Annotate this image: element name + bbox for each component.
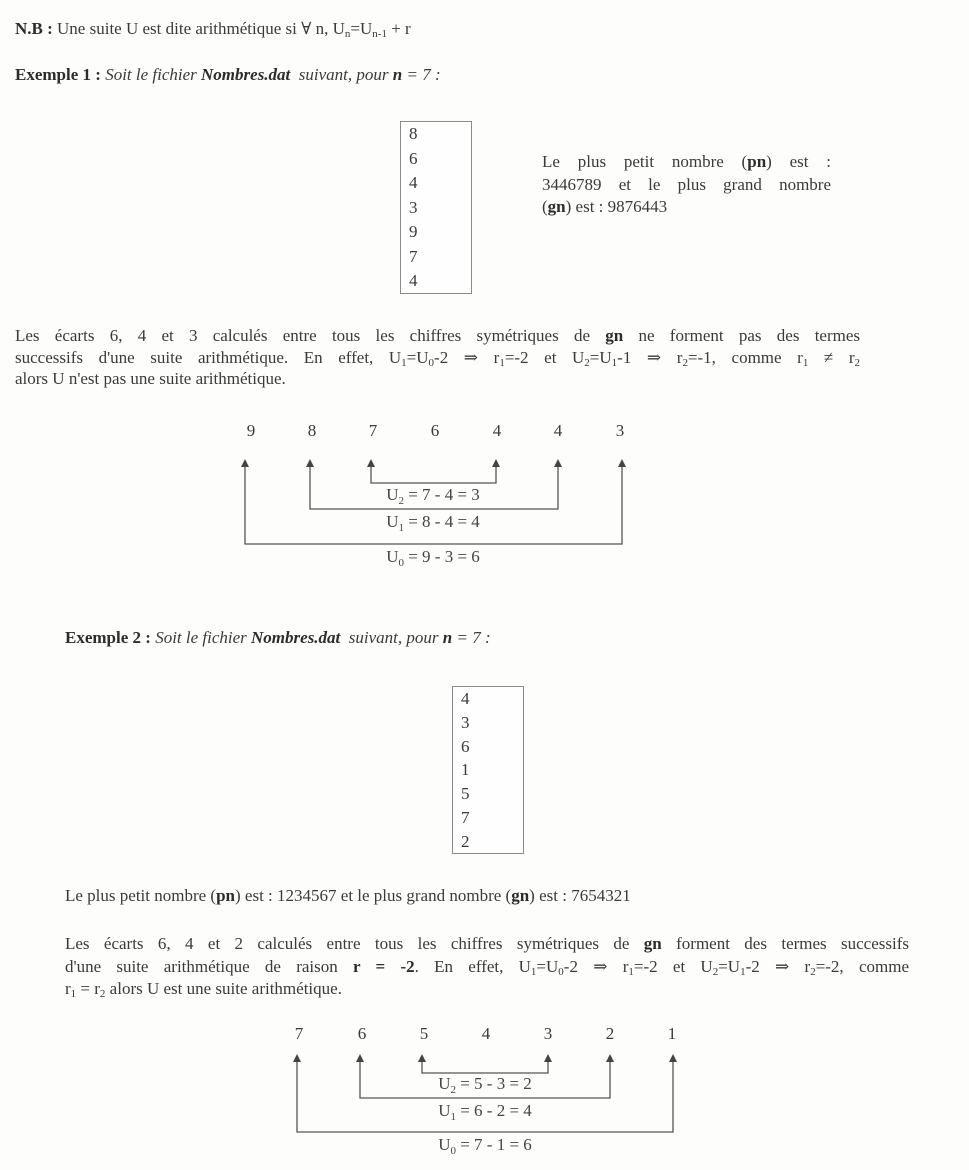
arrow-up-icon <box>241 459 249 467</box>
arrow-up-icon <box>306 459 314 467</box>
gn-digit: 7 <box>294 1024 304 1043</box>
example2-summary: Le plus petit nombre (pn) est : 1234567 et le plus grand nombre (gn) est : 7654321 <box>65 886 631 905</box>
arrow-up-icon <box>492 459 500 467</box>
file-value: 9 <box>409 222 418 241</box>
file-value: 4 <box>409 173 418 192</box>
gn-digit: 3 <box>615 421 625 440</box>
arrow-up-icon <box>554 459 562 467</box>
gn-digit: 1 <box>667 1024 677 1043</box>
bracket-u0 <box>245 466 622 544</box>
gn-digit: 7 <box>368 421 378 440</box>
gn-digit: 6 <box>430 421 440 440</box>
arrow-up-icon <box>669 1054 677 1062</box>
example1-heading: Exemple 1 : Soit le fichier Nombres.dat suivant, pour n = 7 : <box>15 65 441 84</box>
u1-label: $U_1 = 6 - 2 = 4$ <box>438 1101 532 1123</box>
file-value: 6 <box>409 148 418 168</box>
example1-summary: Le plus petit nombre (pn) est : 3446789 et le plus grand nombre (gn) est : 9876443 <box>542 152 831 216</box>
file-value: 4 <box>461 689 470 708</box>
gn-digit: 6 <box>357 1024 367 1043</box>
arrow-up-icon <box>356 1054 364 1062</box>
example2-explanation: Les écarts 6, 4 et 2 calculés entre tous les chiffres symétriques de gn forment des termes successifs d'une suite arithmétique de raison r = -2. En effet, $U_1=U_0-2$ ⇒ $r_1=-2$ et $U_2=U_1-2$ ⇒ $r_2=-2$, comme $r_1 = r_2$ alors U est une suite arithmétique. <box>65 934 910 1000</box>
arrow-up-icon <box>367 459 375 467</box>
file-contents-box-2 <box>452 686 524 854</box>
file-value: 7 <box>461 807 470 827</box>
file-value: 3 <box>409 197 418 217</box>
file-value: 6 <box>461 736 470 756</box>
gn-digit: 3 <box>543 1024 553 1043</box>
arrow-up-icon <box>418 1054 426 1062</box>
arrow-up-icon <box>544 1054 552 1062</box>
arrow-up-icon <box>618 459 626 467</box>
gn-digit: 9 <box>246 421 256 440</box>
file-value: 5 <box>461 784 470 804</box>
u0-label: $U_0 = 9 - 3 = 6$ <box>386 547 480 569</box>
file-value: 2 <box>461 831 470 851</box>
file-value: 7 <box>409 246 418 266</box>
arrow-up-icon <box>606 1054 614 1062</box>
bracket-u0 <box>297 1061 673 1132</box>
gn-digit: 8 <box>307 421 317 440</box>
gn-digit: 4 <box>481 1024 491 1043</box>
u1-label: $U_1 = 8 - 4 = 4$ <box>386 512 480 534</box>
u2-label: $U_2 = 5 - 3 = 2$ <box>438 1074 532 1096</box>
u0-label: $U_0 = 7 - 1 = 6$ <box>438 1135 532 1157</box>
file-value: 8 <box>409 124 418 143</box>
file-value: 3 <box>461 712 470 732</box>
u2-label: $U_2 = 7 - 4 = 3$ <box>386 485 480 507</box>
gn-digit: 4 <box>553 421 563 440</box>
file-value: 1 <box>461 760 470 780</box>
example2-heading: Exemple 2 : Soit le fichier Nombres.dat suivant, pour n = 7 : <box>65 628 491 647</box>
gn-digit: 2 <box>605 1024 615 1043</box>
example1-explanation: Les écarts 6, 4 et 3 calculés entre tous les chiffres symétriques de gn ne forment pas des termes successifs d'une suite arithmétique. En effet, $U_1=U_0-2$ ⇒ $r_1=-2$ et $U_2=U_1-1$ ⇒ $r_2=-1$, comme $r_1 \ne r_2$ alors U n'est pas une suite arithmétique. <box>15 326 861 388</box>
gn-digit: 4 <box>492 421 502 440</box>
file-name: Nombres.dat <box>251 628 341 647</box>
file-name: Nombres.dat <box>201 65 291 84</box>
bracket-u2 <box>371 466 496 483</box>
file-value: 4 <box>409 271 418 290</box>
arrow-up-icon <box>293 1054 301 1062</box>
nb-definition: N.B : Une suite U est dite arithmétique si ∀ n, $U_n=U_{n-1} + r$ <box>15 19 411 40</box>
bracket-u2 <box>422 1061 548 1073</box>
nb-label: N.B : <box>15 19 53 38</box>
gn-digit: 5 <box>419 1024 429 1043</box>
